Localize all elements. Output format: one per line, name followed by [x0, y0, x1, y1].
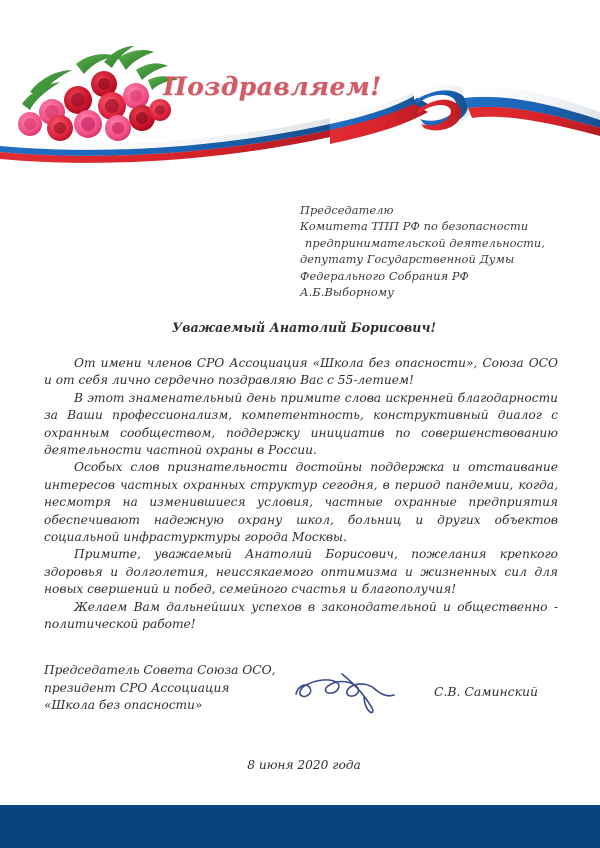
- rose-bouquet-icon: [18, 46, 178, 141]
- letter-date: 8 июня 2020 года: [247, 758, 361, 772]
- addressee-line: предпринимательской деятельности,: [305, 236, 545, 250]
- addressee-line: Федерального Собрания РФ: [300, 269, 470, 283]
- ribbon-right-tail: [462, 87, 600, 136]
- body-paragraph: В этот знаменательный день примите слова искренней благодарности за Ваши профессионализм, компетентность, конструктивный диалог с охранным сообществом, поддержку инициатив по совершенствованию деятельности частной охраны в России.: [44, 390, 558, 458]
- addressee-line: А.Б.Выборному: [300, 286, 394, 300]
- signer-role: [44, 662, 275, 715]
- handwritten-signature-icon: [290, 664, 420, 716]
- addressee-line: Комитета ТПП РФ по безопасности: [300, 220, 529, 234]
- congratulations-title: Поздравляем!: [163, 72, 382, 101]
- signature-block: [44, 662, 564, 732]
- body-paragraph: Особых слов признательности достойны поддержка и отстаивание интересов частных охранных структур сегодня, в период пандемии, когда, несмотря на изменившиеся условия, частные охранные предприятия обеспечивают надежную охрану школ, больниц и других объектов социальной инфрастурктуры города Москвы.: [44, 460, 558, 545]
- addressee-line: Председателю: [300, 204, 394, 217]
- addressee-block: [300, 203, 590, 301]
- body-paragraph: Примите, уважаемый Анатолий Борисович, пожелания крепкого здоровья и долголетия, неиссякаемого оптимизма и жизненных сил для новых свершений и побед, семейного счастья и благополучия!: [44, 547, 558, 597]
- addressee-line: депутату Государственной Думы: [300, 253, 515, 267]
- signer-role-line: «Школа без опасности»: [44, 698, 203, 713]
- footer-bar: [0, 805, 600, 848]
- body-paragraph: Желаем Вам дальнейших успехов в законодательной и общественно - политической работе!: [44, 599, 558, 632]
- signer-role-line: Председатель Совета Союза ОСО,: [44, 663, 276, 677]
- letter-body: [44, 355, 558, 634]
- body-paragraph: От имени членов СРО Ассоциация «Школа без опасности», Союза ОСО и от себя лично сердечно поздравляю Вас с 55-летием!: [44, 356, 558, 388]
- signer-role-line: президент СРО Ассоциация: [44, 680, 230, 695]
- salutation: Уважаемый Анатолий Борисович!: [172, 320, 436, 335]
- signer-name: С.В. Саминский: [434, 684, 538, 699]
- letterhead-header: [0, 0, 600, 175]
